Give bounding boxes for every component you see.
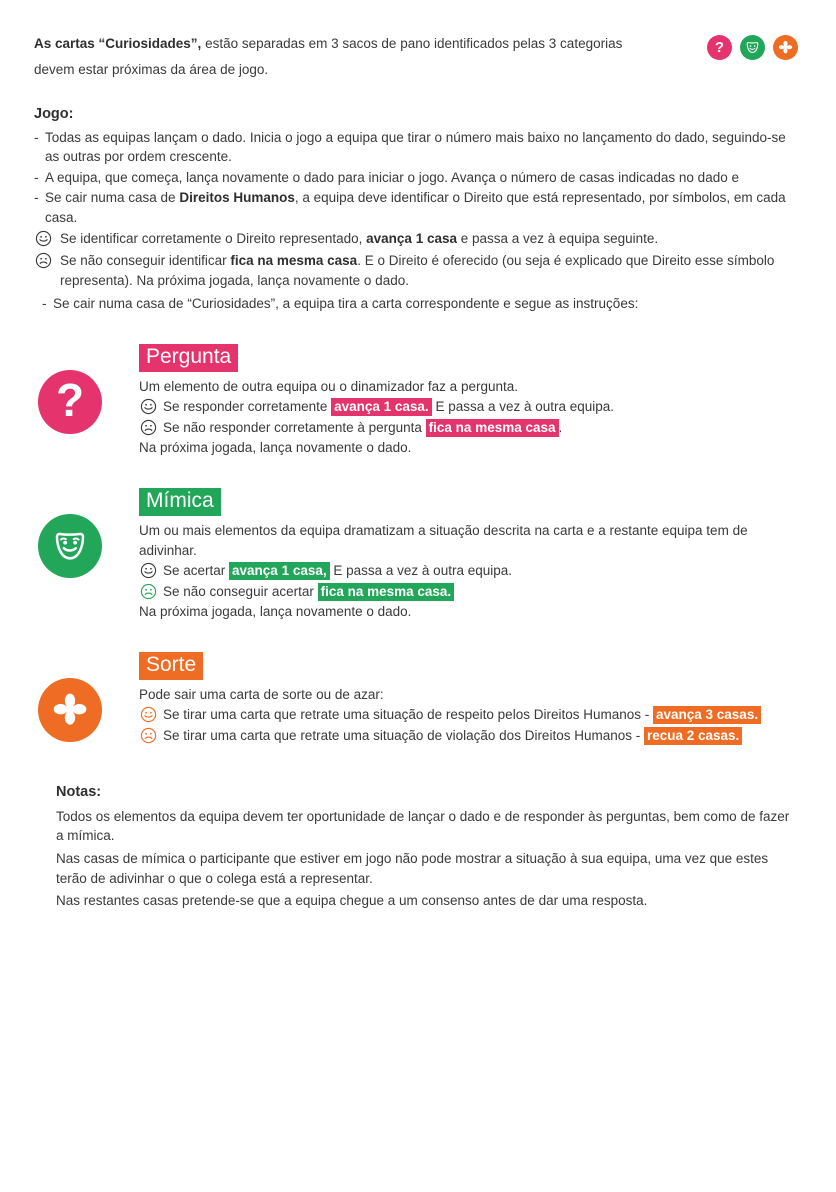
sad-face-icon	[35, 252, 52, 269]
list-item	[34, 188, 798, 227]
rule-text-post: , a equipa deve identificar o Direito que está representado, por símbolos, em cada casa.	[45, 190, 786, 225]
rule-text-post: e passa a vez à equipa seguinte.	[457, 231, 659, 247]
card-line	[139, 418, 798, 438]
highlight-avanca-3-casas: avança 3 casas.	[653, 706, 761, 724]
happy-face-icon	[140, 562, 157, 579]
card-line	[139, 582, 798, 602]
intro-line-2: devem estar próximas da área de jogo.	[34, 62, 269, 77]
card-line	[139, 726, 798, 746]
card-line	[139, 438, 798, 458]
happy-face-icon	[35, 230, 52, 247]
notes-paragraph: Nas restantes casas pretende-se que a equipa chegue a um consenso antes de dar uma resposta.	[56, 893, 648, 909]
question-mark-icon	[38, 370, 102, 434]
sad-face-icon	[140, 419, 157, 436]
card-line	[139, 685, 798, 705]
mask-badge	[740, 35, 765, 60]
list-item	[34, 251, 798, 290]
happy-face-icon	[140, 398, 157, 415]
highlight-recua-2-casas: recua 2 casas.	[644, 727, 742, 745]
card-line	[139, 397, 798, 417]
happy-face-icon	[140, 706, 157, 723]
sad-face-icon	[140, 583, 157, 600]
card-line	[139, 705, 798, 725]
highlight-avanca-1-casa: avança 1 casa,	[229, 562, 330, 580]
rule-text-pre: Se identificar corretamente o Direito representado,	[60, 231, 367, 247]
rule-text-bold: avança 1 casa	[366, 231, 457, 247]
rule-text-post: . E o Direito é oferecido (ou seja é explicado que Direito esse símbolo representa). Na próxima jogada, lança novamente o dado.	[60, 252, 775, 288]
list-item	[42, 294, 798, 314]
card-line	[139, 602, 798, 622]
intro-bold-lead: As cartas “Curiosidades”,	[34, 36, 202, 51]
sad-face-icon	[140, 727, 157, 744]
card-block-mimica	[34, 488, 798, 622]
highlight-fica-na-mesma-casa: fica na mesma casa	[426, 419, 559, 437]
card-line-text: Um elemento de outra equipa ou o dinamizador faz a pergunta.	[139, 378, 518, 394]
highlight-fica-na-mesma-casa: fica na mesma casa.	[318, 583, 455, 601]
game-section-title: Jogo:	[34, 105, 74, 122]
card-line	[139, 377, 798, 397]
rule-text-pre: Se cair numa casa de	[45, 190, 180, 206]
card-line-text: Um ou mais elementos da equipa dramatizam a situação descrita na carta e a restante equipa tem de adivinhar.	[139, 522, 748, 558]
clover-icon	[38, 678, 102, 742]
question-badge-glyph: ?	[714, 39, 725, 56]
rule-text: Todas as equipas lançam o dado. Inicia o jogo a equipa que tirar o número mais baixo no lançamento do dado, seguindo-se as outras por ordem crescente.	[45, 129, 786, 165]
rule-text-bold: fica na mesma casa	[230, 252, 358, 268]
intro-paragraph	[34, 34, 798, 80]
list-item	[34, 128, 798, 167]
card-line-pre: Se acertar	[163, 563, 230, 579]
card-line	[139, 521, 798, 560]
card-line-pre: Se não responder corretamente à pergunta	[163, 419, 426, 435]
card-line-post: E passa a vez à outra equipa.	[329, 563, 512, 579]
notes-section	[34, 782, 798, 911]
notes-title: Notas:	[56, 783, 102, 800]
card-line-text: Pode sair uma carta de sorte ou de azar:	[139, 686, 384, 702]
card-title-sorte: Sorte	[139, 652, 203, 680]
intro-rest: estão separadas em 3 sacos de pano identificados pelas 3 categorias	[201, 36, 623, 51]
card-line-text: Na próxima jogada, lança novamente o dado.	[139, 440, 412, 456]
question-mark-glyph: ?	[55, 373, 85, 426]
rule-text-pre: Se não conseguir identificar	[60, 252, 231, 268]
notes-paragraph: Todos os elementos da equipa devem ter oportunidade de lançar o dado e de responder às perguntas, bem como de fazer a mímica.	[56, 808, 790, 844]
card-title-mimica: Mímica	[139, 488, 221, 516]
theatre-mask-icon	[38, 514, 102, 578]
card-title-pergunta: Pergunta	[139, 344, 238, 372]
category-badges	[707, 34, 798, 60]
card-block-pergunta	[34, 344, 798, 458]
card-block-sorte	[34, 652, 798, 748]
game-rules-list	[34, 128, 798, 314]
card-line-post: E passa a vez à outra equipa.	[431, 399, 615, 415]
card-line-text: Na próxima jogada, lança novamente o dado.	[139, 604, 412, 620]
rule-text: Se cair numa casa de “Curiosidades”, a equipa tira a carta correspondente e segue as instruções:	[53, 296, 639, 312]
card-line-pre: Se responder corretamente	[163, 399, 332, 415]
card-line	[139, 561, 798, 581]
list-item	[34, 229, 798, 249]
card-line-pre: Se não conseguir acertar	[163, 583, 318, 599]
question-badge	[707, 35, 732, 60]
notes-paragraph: Nas casas de mímica o participante que estiver em jogo não pode mostrar a situação à sua equipa, uma vez que estes terão de adivinhar o que o colega está a representar.	[56, 850, 769, 886]
card-line-post: .	[558, 419, 563, 435]
highlight-avanca-1-casa: avança 1 casa.	[331, 398, 432, 416]
list-item	[34, 168, 798, 188]
card-line-pre: Se tirar uma carta que retrate uma situação de respeito pelos Direitos Humanos -	[163, 707, 653, 723]
rule-text: A equipa, que começa, lança novamente o dado para iniciar o jogo. Avança o número de casas indicadas no dado e	[45, 169, 739, 185]
rule-text-bold: Direitos Humanos	[179, 190, 295, 206]
card-line-pre: Se tirar uma carta que retrate uma situação de violação dos Direitos Humanos -	[163, 727, 644, 743]
clover-badge	[773, 35, 798, 60]
